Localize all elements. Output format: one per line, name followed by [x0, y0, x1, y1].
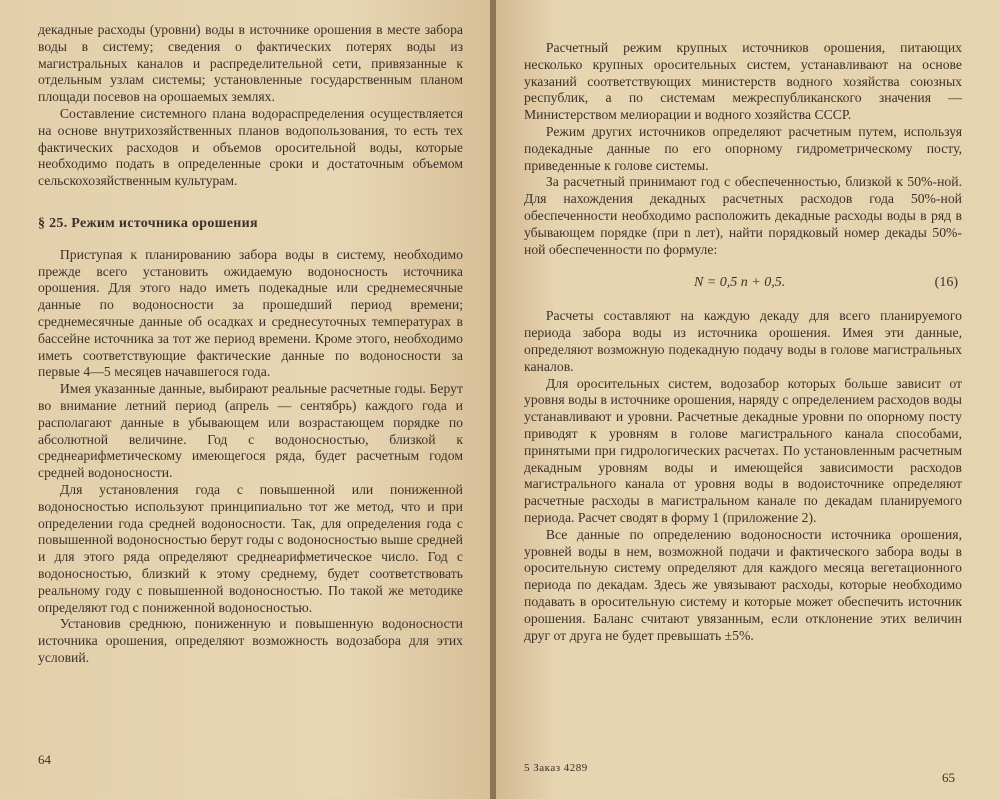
paragraph: Составление системного плана водораспределения осуществляется на основе внутрихозяйственных планов водопользования, то есть тех фактических расходов и объемов оросительной воды, которые необходимо подать в определенные сроки и достаточным объемом сельскохозяйственным культурам. [38, 105, 463, 189]
left-page-text [38, 22, 463, 667]
left-page [0, 0, 492, 799]
right-page [496, 0, 1000, 799]
right-page-text [524, 40, 962, 644]
paragraph: Для установления года с повышенной или пониженной водоносностью используют принципиально тот же метод, что и при определении года средней водоносности. Так, для определения года с повышенной водоносностью берут годы с водоносностью выше средней и для этого ряда определяют среднеарифметическое число. Год с водоносностью, близкий к этому среднему, будет соответствовать реальному году с повышенной водоносностью. По такой же методике определяют год с пониженной водоносностью. [38, 481, 463, 615]
section-heading: § 25. Режим источника орошения [38, 215, 258, 231]
paragraph: Расчетный режим крупных источников орошения, питающих несколько крупных оросительных систем, устанавливают на основе указаний соответствующих министерств водного хозяйства союзных республик, а по системам межреспубликанского значения — Министерством мелиорации и водного хозяйства СССР. [524, 40, 962, 123]
page-number: 64 [38, 752, 51, 767]
paragraph: Имея указанные данные, выбирают реальные расчетные годы. Берут во внимание летний период (апрель — сентябрь) каждого года и располагают данные в убывающем или возрастающем порядке по абсолютной величине. Год с водоносностью, близкой к среднеарифметическому имеющегося ряда, будет расчетным годом средней водоносности. [38, 381, 463, 481]
paragraph: Все данные по определению водоносности источника орошения, уровней воды в нем, возможной подачи и фактического забора воды в оросительную систему определяют для каждого месяца вегетационного периода по декадам. Здесь же увязывают расходы, которые необходимо подавать в оросительную систему и которые может обеспечить источник орошения. Баланс считают увязанным, если отклонение этих величин друг от друга не будет превышать ±5%. [524, 526, 962, 643]
paragraph: Для оросительных систем, водозабор которых больше зависит от уровня воды в источнике орошения, наряду с определением расходов воды устанавливают и уровни. Расчетные декадные уровни по опорному посту приводят к уровням в голове магистрального канала способами, принятыми при гидрологических расчетах. По установленным расчетным декадным уровням воды и имеющейся зависимости расходов магистрального канала от уровня воды в водоисточнике определяют расчетные расходы в магистральном канале по декадам планируемого периода. Расчет сводят в форму 1 (приложение 2). [524, 375, 962, 525]
formula: N = 0,5 n + 0,5. [694, 275, 786, 291]
paragraph: декадные расходы (уровни) воды в источнике орошения в месте забора воды в систему; сведения о фактических потерях воды из магистральных каналов и распределительной сети, привязанные к отдельным узлам системы; установленные государственным планом площади посевов на орошаемых землях. [38, 22, 463, 105]
formula-block [524, 258, 962, 308]
paragraph: Установив среднюю, пониженную и повышенную водоносности источника орошения, определяют возможность водозабора для этих условий. [38, 616, 463, 665]
print-footer: 5 Заказ 4289 [524, 762, 588, 774]
paragraph: Расчеты составляют на каждую декаду для всего планируемого периода забора воды из источника орошения. Имея эти данные, определяют возможную подекадную подачу воды в голове магистральных каналов. [524, 308, 962, 374]
paragraph: Приступая к планированию забора воды в систему, необходимо прежде всего установить ожидаемую водоносность источника орошения. Для этого надо иметь подекадные или среднемесячные данные по водоносности за прошедший период времени; среднемесячные данные об осадках и среднесуточных температурах в бассейне источника за тот же период времени. Кроме этого, необходимо иметь соответствующие фактические данные по водоносности за первые 4—5 месяцев начавшегося года. [38, 246, 463, 380]
formula-number: (16) [934, 275, 958, 291]
page-number: 65 [942, 770, 955, 785]
paragraph: Режим других источников определяют расчетным путем, используя подекадные данные по его опорному гидрометрическому посту, приведенные к голове системы. [524, 123, 962, 173]
paragraph: За расчетный принимают год с обеспеченностью, близкой к 50%-ной. Для нахождения декадных расчетных расходов года 50%-ной обеспеченности необходимо расположить декадные расходы воды в ряд в убывающем порядке (при n лет), найти порядковый номер декады 50%-ной обеспеченности по формуле: [524, 174, 962, 257]
